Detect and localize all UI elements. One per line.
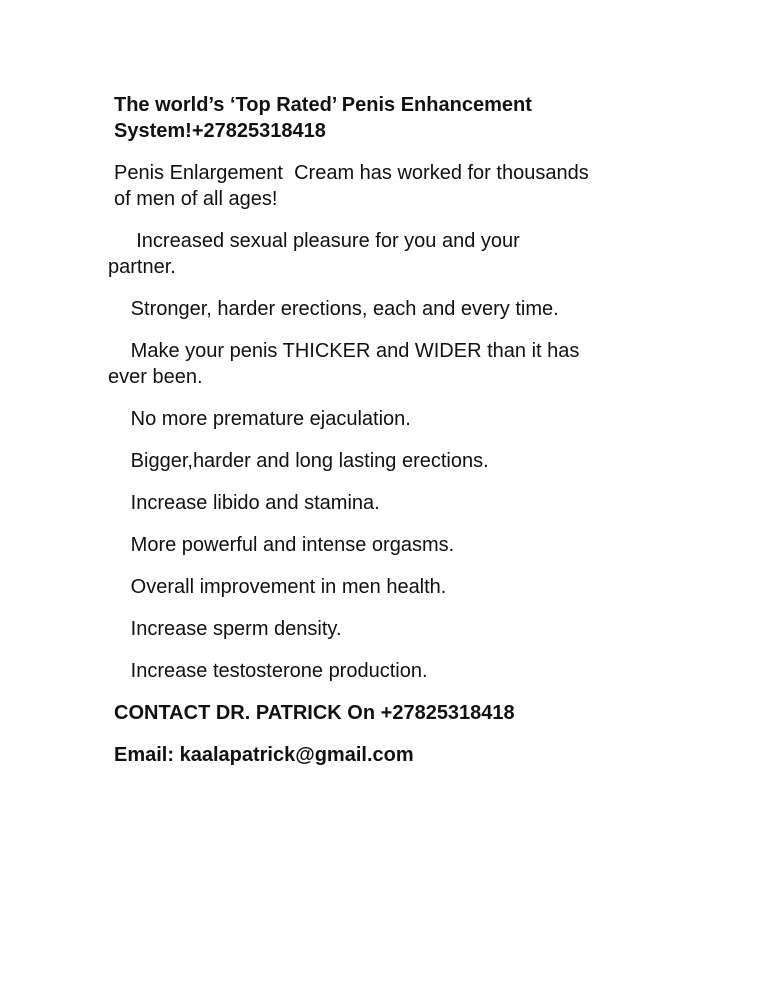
benefit-item xyxy=(114,532,674,558)
title-line-1: The world’s ‘Top Rated’ Penis Enhancement xyxy=(114,94,532,116)
contact-email xyxy=(114,742,674,768)
intro-paragraph xyxy=(114,160,674,212)
benefit-item xyxy=(114,490,674,516)
benefit-text: No more premature ejaculation. xyxy=(114,408,411,430)
benefit-item xyxy=(114,448,674,474)
benefit-text: More powerful and intense orgasms. xyxy=(114,534,455,556)
contact-email-text: Email: kaalapatrick@gmail.com xyxy=(114,744,414,766)
title-line-2: System!+27825318418 xyxy=(114,120,326,142)
contact-phone xyxy=(114,700,674,726)
benefit-text: Bigger,harder and long lasting erections. xyxy=(114,450,489,472)
benefit-text: Stronger, harder erections, each and every time. xyxy=(114,298,559,320)
benefit-text: Increase sperm density. xyxy=(114,618,342,640)
benefit-item xyxy=(114,658,674,684)
benefit-item xyxy=(108,338,674,390)
benefit-text-continued: ever been. xyxy=(108,366,203,388)
intro-line-2: of men of all ages! xyxy=(114,188,278,210)
intro-line-1: Penis Enlargement Cream has worked for thousands xyxy=(114,162,589,184)
benefit-text: Increased sexual pleasure for you and your xyxy=(114,230,520,252)
benefit-text: Increase testosterone production. xyxy=(114,660,428,682)
benefit-text: Overall improvement in men health. xyxy=(114,576,447,598)
benefit-text: Increase libido and stamina. xyxy=(114,492,380,514)
benefit-item xyxy=(114,296,674,322)
benefit-text: Make your penis THICKER and WIDER than it has xyxy=(114,340,580,362)
benefit-item xyxy=(114,616,674,642)
document-page xyxy=(108,92,674,784)
benefit-item xyxy=(108,228,674,280)
document-title xyxy=(114,92,674,144)
contact-phone-text: CONTACT DR. PATRICK On +27825318418 xyxy=(114,702,515,724)
benefit-item xyxy=(114,406,674,432)
benefit-text-continued: partner. xyxy=(108,256,176,278)
benefit-item xyxy=(114,574,674,600)
